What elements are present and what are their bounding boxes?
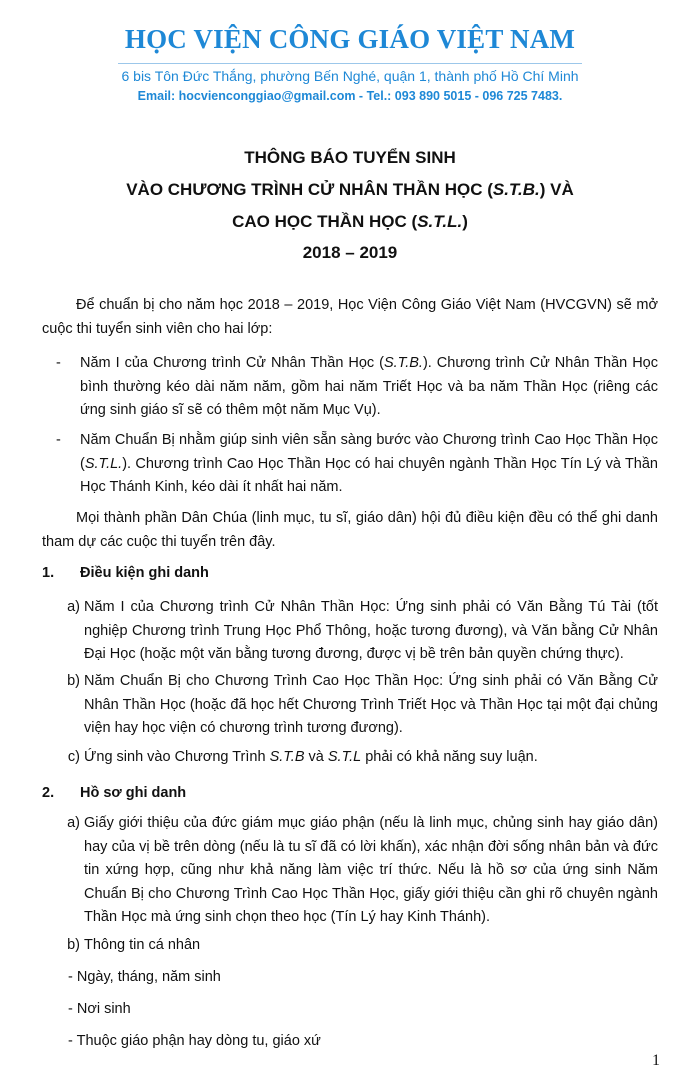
section-1-number: 1. (42, 565, 55, 581)
header-divider (118, 63, 582, 64)
dossier-a: Giấy giới thiệu của đức giám mục giáo phận (nếu là linh mục, chủng sinh hay giáo dân) hay của vị bề trên dòng (nếu là tu sĩ đã có lời khấn), xác nhận đời sống nhân bản và đức tin xứng hợp, cũng như khả năng làm việc trí thức. Nếu là hồ sơ của ứng sinh Năm Chuẩn Bị cho Chương Trình Cao Học Thần Học, giấy giới thiệu cần ghi rõ chuyên ngành Thần Học mà ứng sinh chọn theo học (Tín Lý hay Kinh Thánh). (84, 815, 658, 925)
section-2-number: 2. (42, 785, 55, 801)
sub-item: - Thuộc giáo phận hay dòng tu, giáo xứ (68, 1033, 321, 1049)
condition-c: Ứng sinh vào Chương Trình S.T.B và S.T.L phải có khả năng suy luận. (84, 749, 538, 765)
institution-contact: Email: hocvienconggiao@gmail.com - Tel.: 093 890 5015 - 096 725 7483. (137, 89, 563, 103)
item-label: a) (67, 815, 80, 831)
item-label: b) (67, 937, 80, 953)
item-label: c) (67, 749, 80, 765)
sub-item: - Nơi sinh (68, 1001, 131, 1017)
title-year: 2018 – 2019 (302, 243, 398, 262)
bullet-dash: - (56, 432, 61, 448)
page-number: 1 (652, 1052, 660, 1069)
dossier-b: Thông tin cá nhân (84, 937, 201, 953)
title-line-1: THÔNG BÁO TUYỂN SINH (244, 148, 456, 167)
bullet-stl: Năm Chuẩn Bị nhằm giúp sinh viên sẵn sàng bước vào Chương trình Cao Học Thần Học (S.T.L.). Chương trình Cao Học Thần Học có hai chuyên ngành Thần Học Tín Lý và Thần Học Thánh Kinh, kéo dài ít nhất hai năm. (80, 432, 658, 495)
bullet-dash: - (56, 355, 61, 371)
condition-b: Năm Chuẩn Bị cho Chương Trình Cao Học Thần Học: Ứng sinh phải có Văn Bằng Cử Nhân Thần Học (hoặc đã học hết Chương Trình Triết Học và Thần Học tại một đại chủng viện hay học viện có chương trình tương đương). (84, 673, 658, 736)
item-label: b) (67, 673, 80, 689)
item-label: a) (67, 599, 80, 615)
sub-item: - Ngày, tháng, năm sinh (68, 969, 221, 985)
section-2-heading: Hồ sơ ghi danh (80, 785, 187, 801)
institution-name: HỌC VIỆN CÔNG GIÁO VIỆT NAM (124, 24, 576, 54)
condition-a: Năm I của Chương trình Cử Nhân Thần Học: Ứng sinh phải có Văn Bằng Tú Tài (tốt nghiệp Chương trình Trung Học Phổ Thông, hoặc tương đương), và Văn bằng Cử Nhân Đại Học (hoặc một văn bằng tương đương, được vị bề trên bản quyền chứng thực). (84, 599, 658, 662)
institution-address: 6 bis Tôn Đức Thắng, phường Bến Nghé, quận 1, thành phố Hồ Chí Minh (121, 68, 579, 84)
title-line-3: CAO HỌC THẦN HỌC (S.T.L.) (232, 212, 468, 231)
section-1-heading: Điều kiện ghi danh (80, 565, 209, 581)
eligibility-paragraph: Mọi thành phần Dân Chúa (linh mục, tu sĩ, giáo dân) hội đủ điều kiện đều có thể ghi danh tham dự các cuộc thi tuyển trên đây. (42, 510, 658, 550)
title-line-2: VÀO CHƯƠNG TRÌNH CỬ NHÂN THẦN HỌC (S.T.B.) VÀ (126, 180, 574, 199)
intro-paragraph: Để chuẩn bị cho năm học 2018 – 2019, Học Viện Công Giáo Việt Nam (HVCGVN) sẽ mở cuộc thi tuyển sinh viên cho hai lớp: (42, 297, 658, 337)
bullet-stb: Năm I của Chương trình Cử Nhân Thần Học (S.T.B.). Chương trình Cử Nhân Thần Học bình thường kéo dài năm năm, gồm hai năm Triết Học và ba năm Thần Học (riêng các ứng sinh giáo sĩ sẽ có thêm một năm Mục Vụ). (80, 355, 658, 418)
